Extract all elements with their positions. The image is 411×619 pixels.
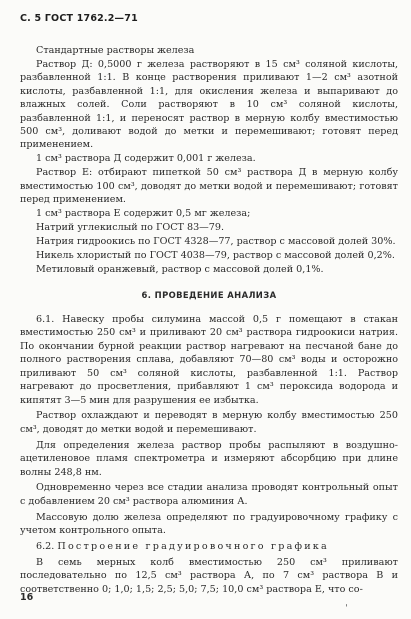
paragraph: Раствор Е: отбирают пипеткой 50 см³ раствора Д в мерную колбу вместимостью 100 см³, доводят до метки водой и перемешивают; готовят перед применением. <box>20 167 398 206</box>
paragraph: Раствор охлаждают и переводят в мерную колбу вместимостью 250 см³, доводят до метки водой и перемешивают. <box>20 410 398 435</box>
paragraph: В семь мерных колб вместимостью 250 см³ приливают последовательно по 12,5 см³ раствора А, по 7 см³ раствора В и соответственно 0; 1,0; 1,5; 2,5; 5,0; 7,5; 10,0 см³ раствора Е, что со- <box>20 556 398 595</box>
paragraph: 6.1. Навеску пробы силумина массой 0,5 г помещают в стакан вместимостью 250 см³ и приливают 20 см³ раствора гидроокиси натрия. По окончании бурной реакции раствор нагревают на песчаной бане до полного растворения сплава, добавляют 70—80 см³ воды и осторожно приливают 50 см³ соляной кислоты, разбавленной 1:1. Раствор нагревают до просветления, прибавляют 1 см³ пероксида водорода и кипятят 3—5 мин для разрушения ее избытка. <box>20 314 398 406</box>
paragraph: Одновременно через все стадии анализа проводят контрольный опыт с добавлением 20 см³ раствора алюминия А. <box>20 482 398 507</box>
page-number: 16 <box>20 592 34 603</box>
paragraph: Стандартные растворы железа <box>36 45 195 56</box>
paragraph: Массовую долю железа определяют по градуировочному графику с учетом контрольного опыта. <box>20 511 398 537</box>
paragraph: 1 см³ раствора Е содержит 0,5 мг железа; <box>36 208 251 220</box>
paragraph: 1 см³ раствора Д содержит 0,001 г железа. <box>36 153 256 165</box>
section-title: 6. ПРОВЕДЕНИЕ АНАЛИЗА <box>141 289 277 300</box>
paragraph: Натрия гидроокись по ГОСТ 4328—77, раствор с массовой долей 30%. <box>36 236 396 248</box>
paragraph: Натрий углекислый по ГОСТ 83—79. <box>36 222 225 234</box>
paragraph: Никель хлористый по ГОСТ 4038—79, раствор с массовой долей 0,2%. <box>36 250 395 262</box>
subsection-number: 6.2. <box>36 541 55 553</box>
document-body <box>20 44 398 599</box>
subsection-heading <box>20 540 398 553</box>
paragraph: Метиловый оранжевый, раствор с массовой долей 0,1%. <box>36 264 324 276</box>
subsection-title: Построение градуировочного графика <box>57 541 329 553</box>
paragraph: Для определения железа раствор пробы распыляют в воздушно-ацетиленовое пламя спектрометра и измеряют абсорбцию при длине волны 248,8 нм. <box>20 439 398 478</box>
stray-mark: ˌ <box>345 597 348 608</box>
page-header: С. 5 ГОСТ 1762.2—71 <box>20 13 138 24</box>
paragraph: Раствор Д: 0,5000 г железа растворяют в 15 см³ соляной кислоты, разбавленной 1:1. В конце растворения приливают 1—2 см³ азотной кислоты, разбавленной 1:1, для окисления железа и выпаривают до влажных солей. Соли растворяют в 10 см³ соляной кислоты, разбавленной 1:1, и переносят раствор в мерную колбу вместимостью 500 см³, доливают водой до метки и перемешивают; готовят перед применением. <box>20 59 398 151</box>
